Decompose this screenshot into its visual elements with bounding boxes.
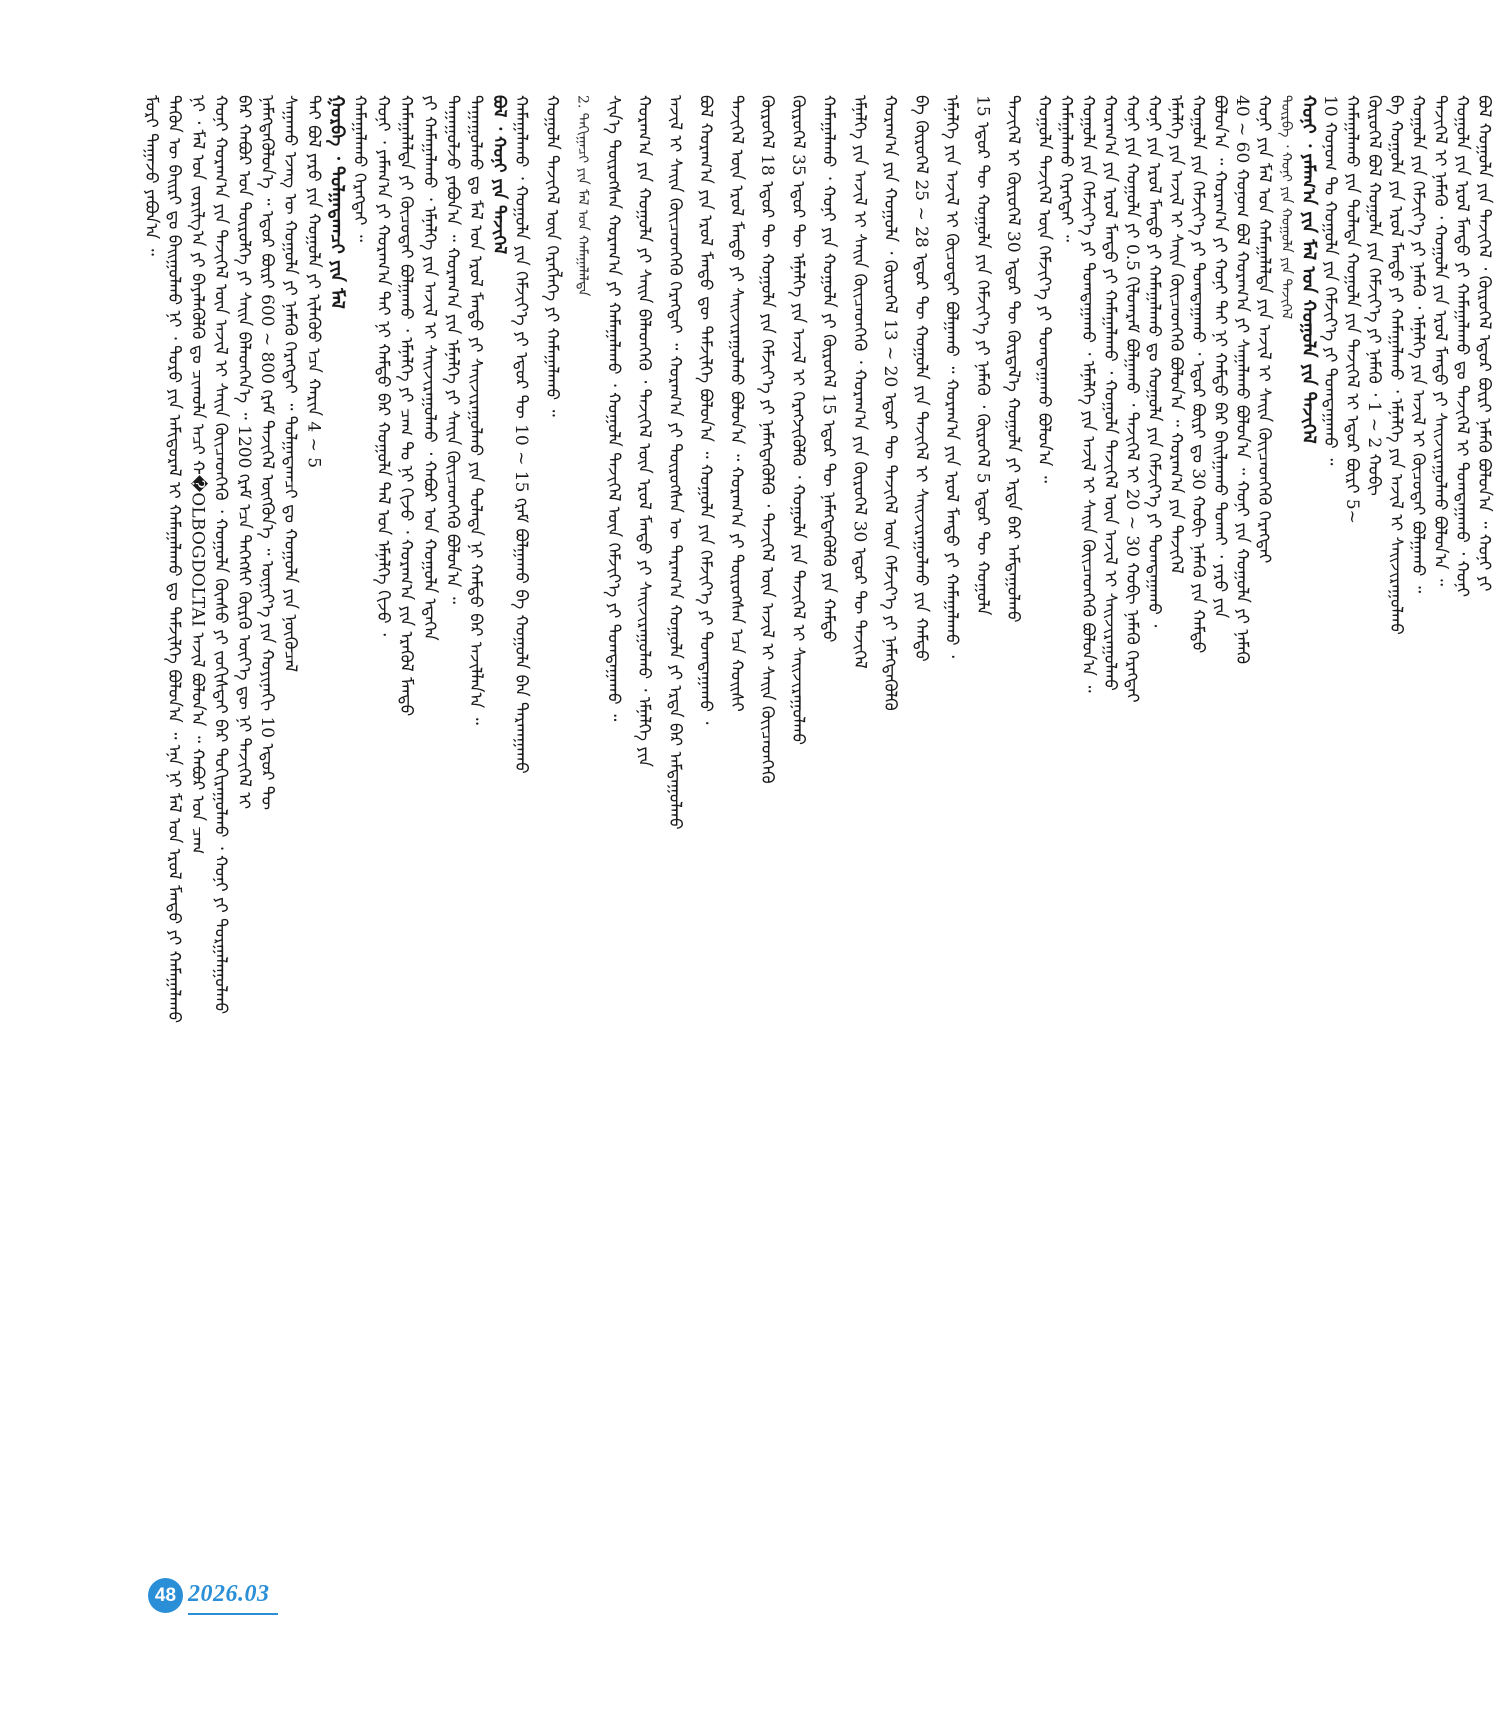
issue-underline [188,1613,278,1615]
text-line: ᠬᠠᠮᠠᠭᠠᠯᠠᠬᠤ ᠬᠡᠷᠡᠭᠲᠡᠢ ᠃ [349,95,370,242]
text-line: ᠬᠣᠭᠤᠯᠠ ᠲᠡᠵᠢᠭᠡᠯ ᠦᠨ ᠬᠡᠷᠡᠭᠯᠡᠭᠡ ᠶᠢ ᠬᠠᠮᠠᠭᠠᠯᠠᠬᠤ ᠃ [541,95,562,417]
text-line: ᠬᠣᠨᠢ ᠂ ᠶᠠᠮᠠᠭ᠎ᠠ ᠶᠢ ᠬᠤᠷᠠᠭ᠎ᠠ ᠲᠠᠢ ᠨᠢ ᠬᠠᠮᠲᠤ ᠪᠡᠷ ᠬᠣᠭᠤᠯᠠ ᠲᠠᠯ ᠤᠨ ᠡᠮᠨᠡᠯᠭᠡ ᠬᠢᠵᠦ ᠂ [372,95,393,636]
text-line: ᠪᠠ ᠬᠣᠭᠤᠯᠠ ᠶᠢᠨ ᠡᠷᠦᠯ ᠮᠡᠨᠳᠦ ᠶᠢ ᠬᠠᠮᠠᠭᠠᠯᠠᠬᠤ ᠂ ᠡᠮᠨᠡᠯᠭᠡ ᠶᠢᠨ ᠠᠵᠢᠯ ᠢ ᠰᠠᠢᠵᠢᠷᠠᠭᠤᠯᠬᠤ [1386,95,1406,635]
text-line: ᠬᠠᠮᠠᠭᠠᠯᠠᠬᠤ ᠶᠢᠨ ᠲᠤᠯᠠᠳᠠ ᠬᠣᠭᠤᠯᠠ ᠶᠢᠨ ᠲᠡᠵᠢᠭᠡᠯ ᠢ ᠡᠳᠦᠷ ᠪᠦᠷᠢ 5~ [1342,95,1362,524]
text-line: ᠬᠠᠮᠠᠭᠠᠯᠠᠯᠲᠠ ᠶᠢ ᠬᠦᠴᠦᠲᠡᠢ ᠪᠣᠯᠭᠠᠬᠤ ᠂ ᠡᠮᠨᠡᠯᠭᠡ ᠶᠢ ᠴᠠᠭ ᠲᠤ ᠨᠢ ᠬᠢᠵᠦ ᠂ ᠬᠤᠷᠠᠭ᠎ᠠ ᠶᠢᠨ ᠡᠷᠡᠬᠦᠯ ᠮᠡᠨᠳᠦ [396,95,417,717]
text-column-middle [510,95,1055,1635]
text-line: ᠬᠣᠨᠢ ᠶᠢᠨ ᠬᠣᠭᠤᠯᠠ ᠶᠢ 0.5 ᠬᠢᠯᠣᠭᠷᠠᠮ ᠪᠣᠯᠭᠠᠬᠤ ᠂ ᠲᠡᠵᠢᠭᠡᠯ ᠢ 20 ~ 30 ᠬᠤᠪᠢ ᠨᠡᠮᠡᠬᠦ ᠬᠡᠷᠡᠭᠲᠡᠢ [1122,95,1142,703]
text-line: ᠬᠠᠮᠠᠭᠠᠯᠠᠬᠤ ᠬᠡᠷᠡᠭᠲᠡᠢ ᠃ [1056,95,1076,242]
text-line: ᠮᠤᠷᠢ ᠳᠠᠭᠠᠵᠤ ᠶᠠᠪᠤᠨ᠎ᠠ ᠃ [141,95,161,256]
text-line: ᠰᠢᠨ᠎ᠡ ᠲᠦᠷᠦᠭᠰᠡᠨ ᠬᠤᠷᠠᠭ᠎ᠠ ᠶᠢ ᠬᠠᠮᠠᠭᠠᠯᠠᠬᠤ ᠂ ᠬᠣᠭᠤᠯᠠ ᠲᠡᠵᠢᠭᠡᠯ ᠦᠨ ᠬᠡᠮᠵᠢᠶ᠎ᠡ ᠶᠢ ᠲᠣᠭᠲᠠᠭᠠᠬᠤ ᠃ [603,95,624,722]
text-line: ᠳᠠᠭᠠᠭᠤᠯᠬᠤ ᠳᠤ ᠮᠠᠯ ᠤᠨ ᠡᠷᠦᠯ ᠮᠡᠨᠳᠦ ᠶᠢ ᠰᠠᠢᠵᠢᠷᠠᠭᠤᠯᠬᠤ ᠶᠢᠨ ᠲᠤᠯᠠᠳᠠ ᠨᠢ ᠬᠠᠮᠲᠤ ᠪᠡᠷ ᠠᠵᠢᠯᠯᠠᠨ᠎ᠠ ᠃ [465,95,486,725]
text-line: ᠬᠤᠷᠠᠭ᠎ᠠ ᠶᠢᠨ ᠡᠷᠦᠯ ᠮᠡᠨᠳᠦ ᠶᠢ ᠬᠠᠮᠠᠭᠠᠯᠠᠬᠤ ᠂ ᠬᠣᠭᠤᠯᠠ ᠲᠡᠵᠢᠭᠡᠯ ᠦᠨ ᠠᠵᠢᠯ ᠢ ᠰᠠᠢᠵᠢᠷᠠᠭᠤᠯᠬᠤ [1100,95,1120,691]
text-line: ᠳᠠᠢ ᠪᠣᠯ ᠶᠡᠷᠦ ᠶᠢᠨ ᠬᠣᠭᠤᠯᠠ ᠶᠢ ᠢᠯᠡᠭᠦᠦ ᠡᠴᠡ ᠬᠠᠷᠢᠨ 4 ~ 5 [303,95,324,469]
text-line: ᠪᠣᠯᠤᠨ᠎ᠠ ᠃ ᠬᠤᠷᠠᠭ᠎ᠠ ᠶᠢ ᠬᠣᠨᠢ ᠲᠠᠢ ᠨᠢ ᠬᠠᠮᠲᠤ ᠪᠡᠷ ᠪᠠᠢᠯᠭᠠᠬᠤ ᠲᠤᠬᠠᠢ ᠂ ᠶᠡᠷᠦ ᠶᠢᠨ [1210,95,1230,619]
text-line: ᠬᠦᠷᠦᠭᠡᠯ 35 ᠡᠳᠦᠷ ᠲᠦ ᠡᠮᠨᠡᠯᠭᠡ ᠶᠢᠨ ᠠᠵᠢᠯ ᠢ ᠬᠡᠷᠡᠭᠵᠢᠭᠦᠯᠬᠦ ᠂ ᠬᠣᠭᠤᠯᠠ ᠶᠢᠨ ᠲᠡᠵᠢᠭᠡᠯ ᠢ ᠰᠠᠢᠵᠢᠷᠠᠭᠤᠯᠬᠤ [787,95,808,746]
text-line: ᠲᠡᠭᠦᠨ ᠦ ᠪᠠᠢᠷᠢ ᠳᠤ ᠪᠠᠢᠭᠤᠯᠬᠤ ᠨᠢ ᠂ ᠳᠤᠷᠤ ᠶᠢᠨ ᠠᠮᠢᠳᠤᠷᠠᠯ ᠢ ᠬᠠᠮᠠᠭᠠᠯᠠᠬᠤ ᠳᠤ ᠳᠡᠮᠵᠢᠯᠭᠡ ᠪᠣᠯᠤᠨ᠎ᠠ ᠃ ᠡᠨᠡ ᠨᠢ ᠮᠠᠯ ᠤᠨ ᠡᠷᠦᠯ ᠮᠡᠨᠳᠦ ᠶᠢ ᠬᠠᠮᠠᠭᠠᠯᠠᠬᠤ [164,95,185,1024]
text-line: ᠪᠣᠯ ᠂ ᠬᠣᠨᠢ ᠶᠢᠨ ᠲᠡᠵᠢᠭᠡᠯ [488,95,509,255]
caption-line: ᠳᠥᠷᠪᠡ ᠂ ᠬᠣᠨᠢ ᠶᠢᠨ ᠬᠣᠭᠤᠯᠠ ᠶᠢᠨ ᠲᠡᠵᠢᠭᠡᠯ [1278,95,1294,320]
text-line: ᠬᠣᠭᠤᠯᠠ ᠶᠢᠨ ᠬᠡᠮᠵᠢᠶ᠎ᠡ ᠶᠢ ᠲᠣᠭᠲᠠᠭᠠᠬᠤ ᠂ ᠡᠳᠦᠷ ᠪᠦᠷᠢ ᠳᠤ 30 ᠬᠤᠪᠢ ᠨᠡᠮᠡᠬᠦ ᠶᠢᠨ ᠬᠠᠮᠲᠤ [1188,95,1208,654]
text-line: ᠬᠠᠮᠠᠭᠠᠯᠠᠬᠤ ᠂ ᠬᠣᠨᠢ ᠶᠢᠨ ᠬᠣᠭᠤᠯᠠ ᠶᠢ ᠬᠦᠷᠦᠭᠡᠯ 15 ᠡᠳᠦᠷ ᠲᠦ ᠨᠡᠮᠡᠭᠳᠡᠭᠦᠯᠬᠦ ᠶᠢᠨ ᠬᠠᠮᠲᠤ [818,95,839,643]
caption-line: 2. ᠳᠠᠬᠢᠭᠠᠴᠢ ᠶᠢᠨ ᠮᠠᠯ ᠤᠨ ᠬᠠᠮᠠᠭᠠᠯᠠᠯᠲᠠ [574,95,591,297]
text-line: ᠠᠵᠢᠯ ᠢ ᠰᠠᠢᠨ ᠭᠦᠢᠴᠡᠳᠬᠡᠬᠦ ᠬᠡᠷᠡᠭᠲᠡᠢ ᠃ ᠬᠤᠷᠠᠭ᠎ᠠ ᠶᠢ ᠲᠦᠷᠦᠭᠰᠡᠨ ᠦ ᠳᠠᠷᠠᠭ᠎ᠠ ᠬᠣᠭᠤᠯᠠ ᠶᠢ ᠡᠷᠲᠡ ᠪᠡᠷ ᠠᠮᠲᠠᠭᠤᠯᠬᠤ [664,95,685,830]
text-line: ᠡᠮᠨᠡᠯᠭᠡ ᠶᠢᠨ ᠠᠵᠢᠯ ᠢ ᠰᠠᠢᠨ ᠭᠦᠢᠴᠡᠳᠬᠡᠬᠦ ᠪᠣᠯᠤᠨ᠎ᠠ ᠃ ᠬᠤᠷᠠᠭ᠎ᠠ ᠶᠢᠨ ᠲᠡᠵᠢᠭᠡᠯ [1166,95,1186,574]
text-line: ᠬᠣᠭᠤᠯᠠ ᠶᠢᠨ ᠬᠡᠮᠵᠢᠶ᠎ᠡ ᠶᠢ ᠲᠣᠭᠲᠠᠭᠠᠬᠤ ᠂ ᠡᠮᠨᠡᠯᠭᠡ ᠶᠢᠨ ᠠᠵᠢᠯ ᠢ ᠰᠠᠢᠨ ᠭᠦᠢᠴᠡᠳᠬᠡᠬᠦ ᠪᠣᠯᠤᠨ᠎ᠠ ᠃ [1078,95,1098,693]
page-number-badge: 48 [148,1578,183,1613]
text-line: ᠳᠠᠭᠠᠭᠤᠯᠵᠤ ᠶᠠᠪᠤᠨ᠎ᠠ ᠃ ᠬᠤᠷᠠᠭ᠎ᠠ ᠶᠢᠨ ᠡᠮᠨᠡᠯᠭᠡ ᠶᠢ ᠰᠠᠢᠨ ᠭᠦᠢᠴᠡᠳᠬᠡᠬᠦ ᠪᠣᠯᠤᠨ᠎ᠠ ᠃ [442,95,463,604]
text-line: ᠬᠣᠨᠢ ᠶᠢᠨ ᠡᠷᠦᠯ ᠮᠡᠨᠳᠦ ᠶᠢ ᠬᠠᠮᠠᠭᠠᠯᠠᠬᠤ ᠳᠤ ᠬᠣᠭᠤᠯᠠ ᠶᠢᠨ ᠬᠡᠮᠵᠢᠶ᠎ᠡ ᠶᠢ ᠲᠣᠭᠲᠠᠭᠠᠬᠤ ᠂ [1144,95,1164,628]
text-line: ᠡᠮᠨᠡᠯᠭᠡ ᠶᠢᠨ ᠠᠵᠢᠯ ᠢ ᠬᠦᠴᠦᠲᠡᠢ ᠪᠣᠯᠭᠠᠬᠤ ᠃ ᠬᠤᠷᠠᠭ᠎ᠠ ᠶᠢᠨ ᠡᠷᠦᠯ ᠮᠡᠨᠳᠦ ᠶᠢ ᠬᠠᠮᠠᠭᠠᠯᠠᠬᠤ ᠂ [941,95,962,658]
text-line: ᠪᠣᠯ ᠬᠤᠷᠠᠭ᠎ᠠ ᠶᠢᠨ ᠡᠷᠦᠯ ᠮᠡᠨᠳᠦ ᠳᠦ ᠳᠡᠮᠵᠢᠯᠭᠡ ᠪᠣᠯᠤᠨ᠎ᠠ ᠃ ᠬᠣᠭᠤᠯᠠ ᠶᠢᠨ ᠬᠡᠮᠵᠢᠶ᠎ᠡ ᠶᠢ ᠲᠣᠭᠲᠠᠭᠠᠬᠤ ᠂ [695,95,716,725]
text-line: ᠬᠤᠷᠠᠭ᠎ᠠ ᠶᠢᠨ ᠬᠣᠭᠤᠯᠠ ᠂ ᠬᠦᠷᠦᠭᠡᠯ 13 ~ 20 ᠡᠳᠦᠷ ᠲᠦ ᠲᠡᠵᠢᠭᠡᠯ ᠦᠨ ᠬᠡᠮᠵᠢᠶ᠎ᠡ ᠶᠢ ᠨᠡᠮᠡᠭᠳᠡᠭᠦᠯᠬᠦ [880,95,900,711]
text-column-left [140,95,510,1635]
text-line: ᠬᠦᠷᠦᠭᠡᠯ ᠪᠣᠯ ᠬᠣᠭᠤᠯᠠ ᠶᠢᠨ ᠬᠡᠮᠵᠢᠶ᠎ᠡ ᠶᠢ ᠨᠡᠮᠡᠬᠦ ᠂ 1 ~ 2 ᠬᠤᠪᠢ [1364,95,1384,496]
text-line: 10 ᠬᠣᠨᠣᠭ ᠲᠤ ᠬᠣᠭᠤᠯᠠ ᠶᠢᠨ ᠬᠡᠮᠵᠢᠶ᠎ᠡ ᠶᠢ ᠲᠣᠭᠲᠠᠭᠠᠬᠤ ᠃ [1320,95,1340,466]
text-line: ᠲᠡᠵᠢᠭᠡᠯ ᠦᠨ ᠡᠷᠦᠯ ᠮᠡᠨᠳᠦ ᠶᠢ ᠰᠠᠢᠵᠢᠷᠠᠭᠤᠯᠬᠤ ᠪᠣᠯᠤᠨ᠎ᠠ ᠃ ᠬᠤᠷᠠᠭ᠎ᠠ ᠶᠢ ᠲᠦᠷᠦᠭᠰᠡᠨ ᠡᠴᠡ ᠬᠣᠢᠰᠢ [726,95,747,712]
text-line: ᠬᠣᠭᠤᠯᠠ ᠶᠢᠨ ᠡᠷᠦᠯ ᠮᠡᠨᠳᠦ ᠶᠢ ᠬᠠᠮᠠᠭᠠᠯᠠᠬᠤ ᠳᠤ ᠲᠡᠵᠢᠭᠡᠯ ᠢ ᠲᠣᠭᠲᠠᠭᠠᠬᠤ ᠂ ᠬᠣᠨᠢ [1452,95,1472,598]
text-line: ᠬᠦᠷᠦᠭᠡᠯ 18 ᠡᠳᠦᠷ ᠲᠦ ᠬᠣᠭᠤᠯᠠ ᠶᠢᠨ ᠬᠡᠮᠵᠢᠶ᠎ᠡ ᠶᠢ ᠨᠡᠮᠡᠭᠳᠡᠭᠦᠯᠬᠦ ᠂ ᠲᠡᠵᠢᠭᠡᠯ ᠦᠨ ᠠᠵᠢᠯ ᠢ ᠰᠠᠢᠨ ᠭᠦᠢᠴᠡᠳᠬᠡᠬᠦ [757,95,777,784]
text-line: ᠡᠮᠨᠡᠯᠭᠡ ᠶᠢᠨ ᠠᠵᠢᠯ ᠢ ᠰᠠᠢᠨ ᠭᠦᠢᠴᠡᠳᠬᠡᠬᠦ ᠂ ᠬᠤᠷᠠᠭ᠎ᠠ ᠶᠢᠨ ᠬᠦᠷᠦᠭᠡᠯ 30 ᠡᠳᠦᠷ ᠲᠦ ᠲᠡᠵᠢᠭᠡᠯ [849,95,870,669]
text-line: ᠬᠠᠮᠠᠭᠠᠯᠠᠬᠤ ᠂ ᠬᠣᠭᠤᠯᠠ ᠶᠢᠨ ᠬᠡᠮᠵᠢᠶ᠎ᠡ ᠶᠢ ᠡᠳᠦᠷ ᠲᠦ 10 ~ 15 ᠭᠷᠠᠮ ᠪᠣᠯᠭᠠᠬᠤ ᠪᠠ ᠬᠣᠭᠤᠯᠠ ᠪᠡᠨ ᠲᠠᠷᠬᠠᠭᠠᠬᠤ [511,95,531,774]
text-line: ᠪᠣᠯ ᠬᠣᠭᠤᠯᠠ ᠶᠢᠨ ᠲᠡᠵᠢᠭᠡᠯ ᠂ ᠬᠦᠷᠦᠭᠡᠯ ᠡᠳᠦᠷ ᠪᠦᠷᠢ ᠨᠡᠮᠡᠬᠦ ᠪᠣᠯᠤᠨ᠎ᠠ ᠃ ᠬᠣᠨᠢ ᠶᠢ [1474,95,1494,592]
section-heading: ᠬᠣᠨᠢ ᠂ ᠶᠠᠮᠠᠭ᠎ᠠ ᠶᠢᠨ ᠮᠠᠯ ᠤᠨ ᠬᠣᠭᠤᠯᠠ ᠶᠢᠨ ᠲᠡᠵᠢᠭᠡᠯ [1298,95,1319,444]
section-heading: ᠭᠤᠷᠪᠠ ᠂ ᠲᠤᠯᠭᠠᠳᠠᠭᠴᠢ ᠶᠢᠨ ᠮᠠᠯ [326,95,348,309]
text-line: ᠨᠢ ᠂ ᠮᠠᠯ ᠤᠨ ᠵᠣᠷᠢᠯᠭ᠎ᠠ ᠶᠢ ᠪᠡᠶᠡᠯᠡᠭᠦᠯᠬᠦ ᠳᠤ ᠴᠢᠬᠤᠯᠠ ᠠᠴᠢ ᠬ�OLBOGDOLTAI ᠠᠵᠢᠯ ᠪᠣᠯᠤᠨ᠎ᠠ ᠃ ᠬᠠᠪᠤᠷ ᠤᠨ ᠴᠠᠭ [187,95,208,855]
text-line: ᠰᠠᠭᠠᠬᠤ ᠡᠵᠡᠩ ᠦ ᠬᠣᠭᠤᠯᠠ ᠶᠢ ᠨᠡᠮᠡᠬᠦ ᠬᠡᠷᠡᠭᠲᠡᠢ ᠃ ᠲᠤᠯᠭᠠᠳᠠᠭᠴᠢ ᠳᠤ ᠬᠣᠭᠤᠯᠠ ᠶᠢᠨ ᠨᠥᠬᠦᠴᠡᠯ [280,95,301,673]
text-line: ᠪᠠ ᠬᠦᠷᠦᠭᠡᠯ 25 ~ 28 ᠡᠳᠦᠷ ᠲᠦ ᠬᠣᠭᠤᠯᠠ ᠶᠢᠨ ᠲᠡᠵᠢᠭᠡᠯ ᠢ ᠰᠠᠢᠵᠢᠷᠠᠭᠤᠯᠬᠤ ᠶᠢᠨ ᠬᠠᠮᠲᠤ [910,95,931,662]
text-line: ᠲᠡᠵᠢᠭᠡᠯ ᠢ ᠬᠦᠷᠦᠭᠡᠯ 30 ᠡᠳᠦᠷ ᠲᠦ ᠬᠦᠷᠲᠡᠯ᠎ᠡ ᠬᠣᠭᠤᠯᠠ ᠶᠢ ᠡᠷᠲᠡ ᠪᠡᠷ ᠠᠮᠲᠠᠭᠤᠯᠬᠤ [1003,95,1023,623]
text-line: 40 ~ 60 ᠬᠣᠨᠣᠭ ᠪᠣᠯ ᠬᠤᠷᠠᠭ᠎ᠠ ᠶᠢ ᠰᠠᠭᠠᠯᠠᠬᠤ ᠪᠣᠯᠤᠨ᠎ᠠ ᠃ ᠬᠣᠨᠢ ᠶᠢᠨ ᠬᠣᠭᠤᠯᠠ ᠶᠢ ᠨᠡᠮᠡᠬᠦ [1232,95,1252,665]
text-line: ᠨᠡᠮᠡᠭᠳᠡᠭᠦᠯᠦᠨ᠎ᠡ ᠃ ᠡᠳᠦᠷ ᠪᠦᠷᠢ 600 ~ 800 ᠭᠷᠠᠮ ᠲᠡᠵᠢᠭᠡᠯ ᠦᠭᠭᠦᠨ᠎ᠡ ᠃ ᠦᠨᠢᠶ᠎ᠡ ᠶᠢᠨ ᠬᠣᠶᠢᠨᠠᠬᠢ 10 ᠡᠳᠦᠷ ᠲᠦ [256,95,277,810]
text-line: ᠬᠣᠭᠤᠯᠠ ᠲᠡᠵᠢᠭᠡᠯ ᠦᠨ ᠬᠡᠮᠵᠢᠶ᠎ᠡ ᠶᠢ ᠲᠣᠭᠲᠠᠭᠠᠬᠤ ᠪᠣᠯᠤᠨ᠎ᠠ ᠃ [1033,95,1054,483]
text-line: ᠬᠣᠭᠤᠯᠠ ᠶᠢᠨ ᠬᠡᠮᠵᠢᠶ᠎ᠡ ᠶᠢ ᠨᠡᠮᠡᠬᠦ ᠂ ᠡᠮᠨᠡᠯᠭᠡ ᠶᠢᠨ ᠠᠵᠢᠯ ᠢ ᠬᠦᠴᠦᠲᠡᠢ ᠪᠣᠯᠭᠠᠬᠤ ᠃ [1408,95,1428,594]
text-line: ᠪᠠᠷ ᠬᠠᠪᠤᠷ ᠤᠨ ᠲᠦᠷᠦᠯᠭᠡ ᠶᠢ ᠰᠠᠢᠨ ᠪᠡᠯᠡᠳᠬᠡᠨ᠎ᠡ ᠃ 1200 ᠭᠷᠠᠮ ᠡᠴᠡ ᠳᠡᠭᠡᠭᠰᠢ ᠬᠦᠷᠬᠦ ᠦᠶ᠎ᠡ ᠳᠦ ᠨᠢ ᠲᠡᠵᠢᠭᠡᠯ ᠢ [233,95,254,810]
text-line: ᠬᠤᠷᠠᠭ᠎ᠠ ᠶᠢᠨ ᠬᠣᠭᠤᠯᠠ ᠶᠢ ᠰᠠᠢᠨ ᠪᠡᠯᠡᠳᠬᠡᠬᠦ ᠂ ᠲᠡᠵᠢᠭᠡᠯ ᠦᠨ ᠡᠷᠦᠯ ᠮᠡᠨᠳᠦ ᠶᠢ ᠰᠠᠢᠵᠢᠷᠠᠭᠤᠯᠬᠤ ᠂ ᠡᠮᠨᠡᠯᠭᠡ ᠶᠢᠨ [634,95,654,768]
text-column-right [1055,95,1494,1635]
text-line: ᠲᠡᠵᠢᠭᠡᠯ ᠢ ᠨᠡᠮᠡᠬᠦ ᠂ ᠬᠣᠭᠤᠯᠠ ᠶᠢᠨ ᠡᠷᠦᠯ ᠮᠡᠨᠳᠦ ᠶᠢ ᠰᠠᠢᠵᠢᠷᠠᠭᠤᠯᠬᠤ ᠪᠣᠯᠤᠨ᠎ᠠ ᠃ [1430,95,1450,586]
issue-date: 2026.03 [188,1581,270,1607]
text-line: ᠬᠣᠨᠢ ᠬᠤᠷᠠᠭ᠎ᠠ ᠶᠢᠨ ᠲᠡᠵᠢᠭᠡᠯ ᠦᠨ ᠠᠵᠢᠯ ᠢ ᠰᠠᠢᠨ ᠭᠦᠢᠴᠡᠳᠬᠡᠬᠦ ᠂ ᠬᠣᠭᠤᠯᠠ ᠬᠦᠨᠰᠦ ᠶᠢ ᠵᠣᠬᠢᠰᠲᠠᠢ ᠪᠡᠷ ᠲᠣᠬᠢᠷᠠᠭᠤᠯᠬᠤ ᠂ ᠬᠣᠨᠢ ᠶᠢ ᠲᠤᠷᠭᠠᠯᠠᠭᠤᠯᠬᠤ [210,95,231,1015]
text-line: ᠶᠢ ᠬᠠᠮᠠᠭᠠᠯᠠᠬᠤ ᠂ ᠡᠮᠨᠡᠯᠭᠡ ᠶᠢᠨ ᠠᠵᠢᠯ ᠢ ᠰᠠᠢᠵᠢᠷᠠᠭᠤᠯᠬᠤ ᠂ ᠬᠠᠪᠤᠷ ᠤᠨ ᠬᠣᠭᠤᠯᠠ ᠡᠳᠡᠭᠡᠨ [419,95,440,641]
text-line: 15 ᠡᠳᠦᠷ ᠲᠦ ᠬᠣᠭᠤᠯᠠ ᠶᠢᠨ ᠬᠡᠮᠵᠢᠶ᠎ᠡ ᠶᠢ ᠨᠡᠮᠡᠬᠦ ᠂ ᠬᠦᠷᠦᠭᠡᠯ 5 ᠡᠳᠦᠷ ᠲᠦ ᠬᠣᠭᠤᠯᠠ [972,95,993,616]
text-line: ᠬᠣᠨᠢ ᠶᠢᠨ ᠮᠠᠯ ᠤᠨ ᠬᠠᠮᠠᠭᠠᠯᠠᠯᠲᠠ ᠶᠢᠨ ᠠᠵᠢᠯ ᠢ ᠰᠠᠢᠨ ᠭᠦᠢᠴᠡᠳᠬᠡᠬᠦ ᠬᠡᠷᠡᠭᠲᠡᠢ [1254,95,1274,564]
